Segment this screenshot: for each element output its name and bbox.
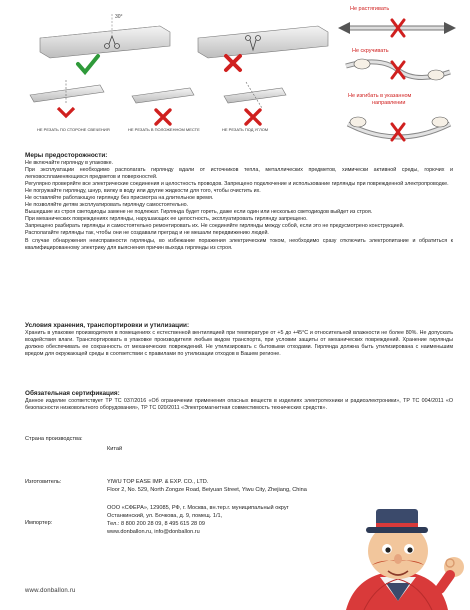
- certification-title: Обязательная сертификация:: [25, 390, 120, 397]
- precaution-line: Регулярно проверяйте все электрические соединения и целостность проводов. Запрещено подключение и использование гирлянды при поврежденной электропроводке.: [25, 181, 449, 188]
- caption-no-cut-angle: НЕ РЕЗАТЬ ПОД УГЛОМ: [222, 127, 269, 132]
- cross-icon: [58, 108, 74, 116]
- arrow-right-icon: [444, 22, 456, 34]
- precaution-line: Не включайте гирлянду в упаковке.: [25, 160, 114, 166]
- importer-contacts: www.donballon.ru, info@donballon.ru: [107, 529, 200, 535]
- precaution-line: Запрещено разбирать гирлянды и самостоятельно ремонтировать их. Не соединяйте гирлянды между собой, если это не предусмотрено конструкцией.: [25, 223, 405, 230]
- wrong-cut-angle-illustration: [224, 82, 286, 124]
- svg-text:Не растягивать: Не растягивать: [350, 6, 390, 12]
- importer-line: ООО «СФЕРА», 129085, РФ, г. Москва, вн.тер.г. муниципальный округ: [107, 505, 289, 511]
- importer-line: Останкинский, ул. Бочкова, д. 9, помещ. 1/1,: [107, 513, 223, 519]
- warning-no-twist: [346, 48, 450, 80]
- cutting-instructions-illustration: [0, 0, 470, 145]
- precaution-line: Вышедшие из строя светодиоды замене не подлежат. Гирлянда будет гореть, даже если один или несколько светодиодов выйдет из строя.: [25, 209, 373, 216]
- svg-text:Не изгибать в указанном: Не изгибать в указанном направлении: [348, 93, 412, 106]
- precaution-line: Не позволяйте детям эксплуатировать гирлянду самостоятельно.: [25, 202, 189, 209]
- wrong-cut-side-illustration: [30, 80, 104, 116]
- precaution-line: При механических повреждениях гирлянды, нарушающих ее целостность, эксплуатировать гирлянду запрещено.: [25, 216, 308, 223]
- cross-icon: [156, 110, 170, 124]
- precautions-title: Меры предосторожности:: [25, 152, 108, 159]
- wrong-cut-place-illustration: [132, 88, 194, 124]
- check-icon: [78, 56, 98, 72]
- caption-no-cut-glow-side: НЕ РЕЗАТЬ ПО СТОРОНЕ СВЕЧЕНИЯ: [37, 127, 110, 132]
- storage-title: Условия хранения, транспортировки и утилизации:: [25, 322, 190, 329]
- strip-wrong-cut-illustration: [198, 26, 328, 58]
- storage-text: Хранить в упаковке производителя в помещениях с естественной вентиляцией при температуре от +5 до +45°С и относительной влажности не более 80%. Не допускать воздействия влаги. Транспортировать в упаковке производителя любым видом транспорта, при условии защиты от механических повреждений. Хранение гирлянды должно обеспечивать ее сохранность от механических повреждений. Не утилизировать с бытовыми отходами. Гирлянда должна быть утилизирована с наименьшим вредом для окружающей среды в соответствии с правилами по утилизации отходов в Вашем регионе.: [25, 330, 453, 358]
- hand-icon: [432, 117, 448, 127]
- precautions-section: [25, 152, 453, 252]
- certification-section: [25, 390, 453, 412]
- cross-icon: [246, 110, 260, 124]
- arrow-left-icon: [338, 22, 350, 34]
- country-label: Страна производства:: [25, 436, 83, 442]
- importer-phone: Тел.: 8 800 200 28 09, 8 495 615 28 09: [107, 521, 205, 527]
- angle-label: 30°: [115, 14, 123, 20]
- warn-no-bend-label: Не изгибать в указанном: [348, 93, 412, 99]
- cross-icon: [226, 56, 240, 70]
- hand-icon: [428, 70, 444, 80]
- strip-correct-cut-illustration: [40, 14, 170, 58]
- precaution-line: В случае обнаружения неисправности гирлянды, во избежание поражения электрическим током, необходимо сразу отключить электропитание и обратиться к квалифицированному электрику для выяснения причин выхода гирлянды из строя.: [25, 237, 453, 251]
- hand-icon: [354, 59, 370, 69]
- precaution-line: Не оставляйте работающую гирлянду без присмотра на длительное время.: [25, 195, 214, 202]
- hand-icon: [350, 117, 366, 127]
- precaution-line: Не погружайте гирлянду, шнур, вилку в воду или другие жидкости для того, чтобы очистить их.: [25, 188, 261, 195]
- footer-website: www.donballon.ru: [25, 588, 76, 594]
- maker-label: Изготовитель:: [25, 479, 62, 485]
- importer-label: Импортер:: [25, 520, 53, 526]
- maker-address: Floor 2, No. 529, North Zongze Road, Beiyuan Street, Yiwu City, Zhejiang, China: [107, 487, 307, 493]
- certification-text: Данное изделие соответствует ТР ТС 037/2016 «Об ограничении применения опасных веществ в изделиях электротехники и радиоэлектроники», ТР ТС 004/2011 «О безопасности низковольтного оборудования», ТР ТС 020/2011 «Электромагнитная совместимость технических средств».: [25, 398, 453, 412]
- storage-section: [25, 322, 453, 358]
- mascot-illustration: [336, 505, 470, 610]
- svg-text:Не скручивать: Не скручивать: [352, 48, 389, 54]
- country-value: Китай: [107, 446, 123, 452]
- precaution-line: Располагайте гирлянды так, чтобы они не создавали преград и не мешали передвижению людей.: [25, 230, 269, 237]
- precaution-line: При эксплуатации необходимо располагать гирлянду вдали от источников тепла, металлических предметов, химически активной среды, горючих и легковоспламеняющихся предметов и поверхностей.: [25, 167, 453, 181]
- warning-no-stretch: [338, 6, 456, 36]
- warning-no-bend: [348, 93, 450, 140]
- caption-no-cut-wrong-place: НЕ РЕЗАТЬ В ПОЛОЖЕННОМ МЕСТЕ: [128, 127, 200, 132]
- maker-name: YIWU TOP EASE IMP. & EXP. CO., LTD.: [107, 479, 209, 485]
